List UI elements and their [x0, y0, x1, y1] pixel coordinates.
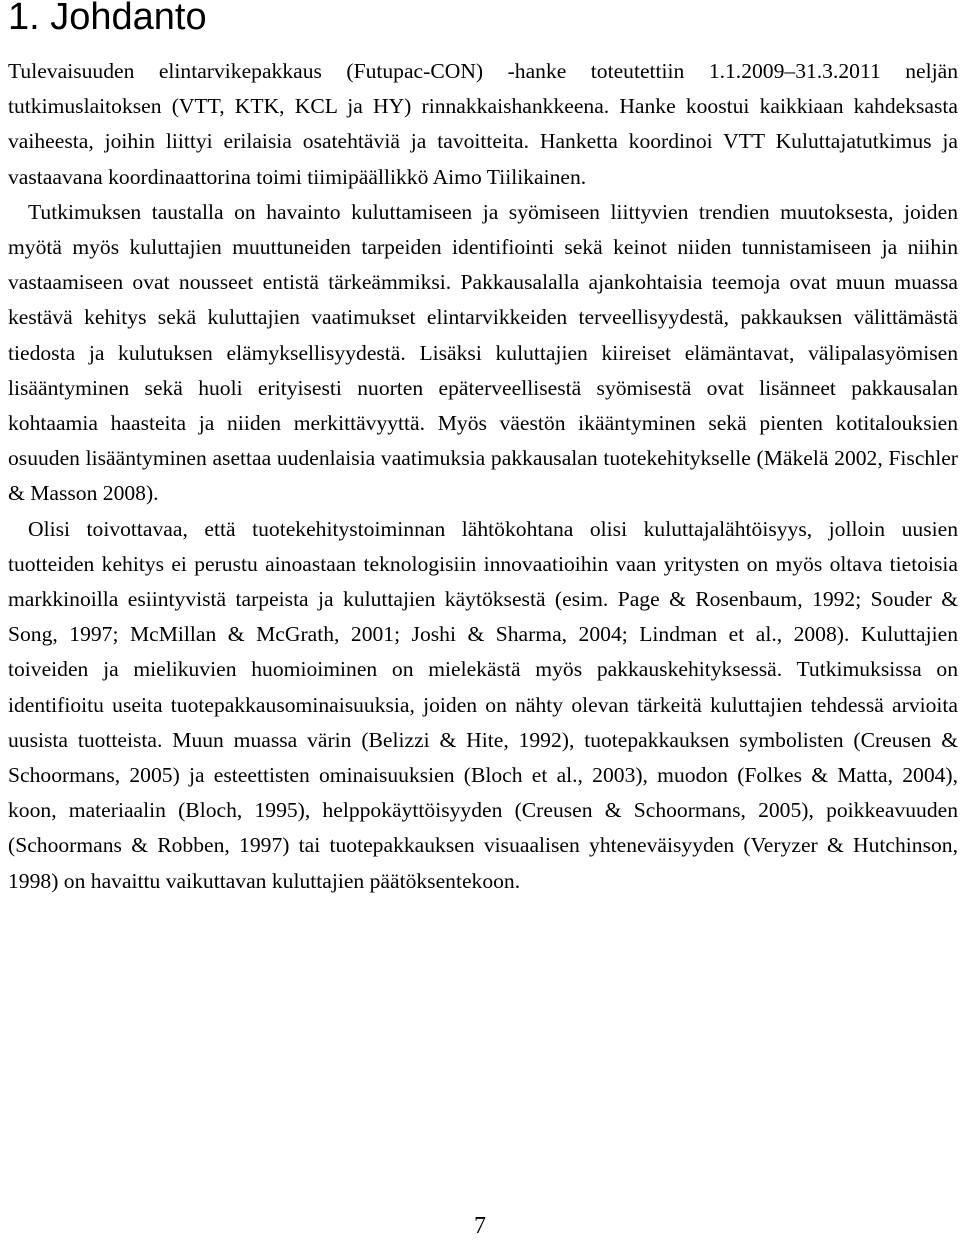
paragraph-project-overview: Tulevaisuuden elintarvikepakkaus (Futupac-CON) -hanke toteutettiin 1.1.2009–31.3.2011 neljän tutkimuslaitoksen (VTT, KTK, KCL ja HY) rinnakkaishankkeena. Hanke koostui kaikkiaan kahdeksasta vaiheesta, joihin liittyi erilaisia osatehtäviä ja tavoitteita. Hanketta koordinoi VTT Kuluttajatutkimus ja vastaavana koordinaattorina toimi tiimipäällikkö Aimo Tiilikainen.	[8, 59, 958, 189]
section-heading: 1. Johdanto	[8, 0, 207, 38]
paragraph-research-background: Tutkimuksen taustalla on havainto kuluttamiseen ja syömiseen liittyvien trendien muutoksesta, joiden myötä myös kuluttajien muuttuneiden tarpeiden identifiointi sekä keinot niiden tunnistamiseen ja niihin vastaamiseen ovat nousseet entistä tärkeämmiksi. Pakkausalalla ajankohtaisia teemoja ovat muun muassa kestävä kehitys sekä kuluttajien vaatimukset elintarvikkeiden terveellisyydestä, pakkauksen välittämästä tiedosta ja kulutuksen elämyksellisyydestä. Lisäksi kuluttajien kiireiset elämäntavat, välipalasyömisen lisääntyminen sekä huoli erityisesti nuorten epäterveellisestä syömisestä ovat lisänneet pakkausalan kohtaamia haasteita ja niiden merkittävyyttä. Myös väestön ikääntyminen sekä pienten kotitalouksien osuuden lisääntyminen asettaa uudenlaisia vaatimuksia pakkausalan tuotekehitykselle (Mäkelä 2002, Fischler & Masson 2008).	[8, 199, 958, 506]
page-number: 7	[474, 1213, 486, 1239]
paragraph-consumer-orientation: Olisi toivottavaa, että tuotekehitystoiminnan lähtökohtana olisi kuluttajalähtöisyys, jolloin uusien tuotteiden kehitys ei perustu ainoastaan teknologisiin innovaatioihin vaan yritysten on myös oltava tietoisia markkinoilla esiintyvistä tarpeista ja kuluttajien käytöksestä (esim. Page & Rosenbaum, 1992; Souder & Song, 1997; McMillan & McGrath, 2001; Joshi & Sharma, 2004; Lindman et al., 2008). Kuluttajien toiveiden ja mielikuvien huomioiminen on mielekästä myös pakkauskehityksessä. Tutkimuksissa on identifioitu useita tuotepakkausominaisuuksia, joiden on nähty olevan tärkeitä kuluttajien tehdessä arvioita uusista tuotteista. Muun muassa värin (Belizzi & Hite, 1992), tuotepakkauksen symbolisten (Creusen & Schoormans, 2005) ja esteettisten ominaisuuksien (Bloch et al., 2003), muodon (Folkes & Matta, 2004), koon, materiaalin (Bloch, 1995), helppokäyttöisyyden (Creusen & Schoormans, 2005), poikkeavuuden (Schoormans & Robben, 1997) tai tuotepakkauksen visuaalisen yhteneväisyyden (Veryzer & Hutchinson, 1998) on havaittu vaikuttavan kuluttajien päätöksentekoon.	[8, 516, 958, 893]
document-body	[8, 54, 958, 899]
